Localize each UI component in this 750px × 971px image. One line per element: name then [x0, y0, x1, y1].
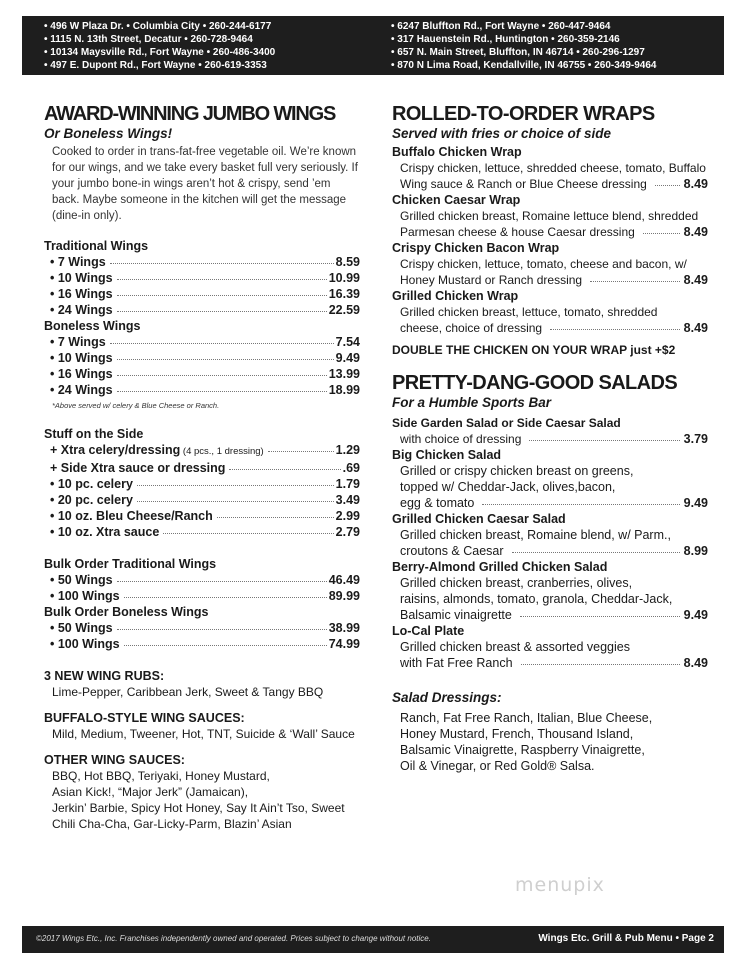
rubs-heading: 3 NEW WING RUBS:	[44, 669, 165, 683]
item-description: Grilled or crispy chicken breast on greens,	[400, 464, 634, 478]
item-name: Grilled Chicken Caesar Salad	[392, 512, 566, 526]
menu-item	[44, 476, 360, 492]
item-description: Crispy chicken, lettuce, shredded cheese, tomato, Buffalo	[400, 161, 706, 175]
wings-title: AWARD-WINNING JUMBO WINGS	[44, 103, 336, 125]
menupix-watermark: menupix	[515, 874, 605, 896]
item-price: 16.39	[328, 287, 360, 301]
item-price: 10.99	[328, 271, 360, 285]
menu-item	[44, 350, 360, 366]
item-name: • 7 Wings	[50, 255, 106, 269]
item-price: 9.49	[683, 496, 708, 510]
location-line: • 870 N Lima Road, Kendallville, IN 46755 • 260-349-9464	[391, 60, 657, 71]
item-description: topped w/ Cheddar-Jack, olives,bacon,	[400, 480, 616, 494]
item-price-line: egg & tomato 9.49	[400, 496, 708, 510]
item-price-line: cheese, choice of dressing 8.49	[400, 321, 708, 335]
item-description: Grilled chicken breast, lettuce, tomato, shredded	[400, 305, 658, 319]
item-name: • 10 oz. Bleu Cheese/Ranch	[50, 509, 213, 523]
item-name: Berry-Almond Grilled Chicken Salad	[392, 560, 608, 574]
location-line: • 657 N. Main Street, Bluffton, IN 46714 • 260-296-1297	[391, 47, 645, 58]
item-description: Grilled chicken breast, Romaine lettuce blend, shredded	[400, 209, 699, 223]
bulk-traditional-heading: Bulk Order Traditional Wings	[44, 557, 217, 571]
bulk-boneless-list	[44, 620, 360, 652]
salad-item	[392, 447, 708, 511]
wraps-title: ROLLED-TO-ORDER WRAPS	[392, 103, 655, 125]
item-name: • 24 Wings	[50, 383, 113, 397]
salad-item	[392, 511, 708, 559]
item-price: .69	[342, 461, 360, 475]
item-price: 46.49	[328, 573, 360, 587]
location-line: • 497 E. Dupont Rd., Fort Wayne • 260-619-3353	[44, 60, 267, 71]
right-column	[392, 103, 708, 774]
wrap-item	[392, 240, 708, 288]
item-name: • 7 Wings	[50, 335, 106, 349]
location-line: • 10134 Maysville Rd., Fort Wayne • 260-486-3400	[44, 47, 276, 58]
item-name: • 16 Wings	[50, 287, 113, 301]
item-price-line: Parmesan cheese & house Caesar dressing 8.49	[400, 225, 708, 239]
item-price: 38.99	[328, 621, 360, 635]
salad-dressings-text: Ranch, Fat Free Ranch, Italian, Blue Cheese, Honey Mustard, French, Thousand Island, Balsamic Vinaigrette, Raspberry Vinaigrette, Oil & Vinegar, or Red Gold® Salsa.	[400, 711, 653, 773]
item-description: Crispy chicken, lettuce, tomato, cheese and bacon, w/	[400, 257, 687, 271]
item-price: 8.59	[335, 255, 360, 269]
item-price-line: with Fat Free Ranch 8.49	[400, 656, 708, 670]
item-price: 3.79	[683, 432, 708, 446]
item-price-line: Honey Mustard or Ranch dressing 8.49	[400, 273, 708, 287]
buffalo-sauces-text: Mild, Medium, Tweener, Hot, TNT, Suicide & ‘Wall’ Sauce	[52, 727, 355, 741]
salads-title: PRETTY-DANG-GOOD SALADS	[392, 372, 678, 394]
salad-item	[392, 415, 708, 447]
footer-bar	[22, 926, 724, 953]
item-price: 13.99	[328, 367, 360, 381]
item-description: Grilled chicken breast & assorted veggies	[400, 640, 630, 654]
salads-subtitle: For a Humble Sports Bar	[392, 395, 552, 410]
item-name: • 16 Wings	[50, 367, 113, 381]
locations-right	[391, 20, 656, 72]
menu-item	[44, 366, 360, 382]
menu-item	[44, 270, 360, 286]
menu-item	[44, 508, 360, 524]
location-line: • 6247 Bluffton Rd., Fort Wayne • 260-447-9464	[391, 21, 611, 32]
traditional-wings-list	[44, 254, 360, 318]
item-name: Side Garden Salad or Side Caesar Salad	[392, 416, 621, 430]
wrap-item	[392, 288, 708, 336]
item-description: Grilled chicken breast, Romaine blend, w/ Parm.,	[400, 528, 671, 542]
salad-item	[392, 623, 708, 671]
item-price: 8.49	[683, 273, 708, 287]
item-name: • 100 Wings	[50, 637, 120, 651]
item-name: + Xtra celery/dressing (4 pcs., 1 dressing)	[50, 443, 264, 457]
item-price: 8.49	[683, 177, 708, 191]
wings-description: Cooked to order in trans-fat-free vegetable oil. We’re known for our wings, and we take every basket full very seriously. If your jumbo bone-in wings aren’t hot & crispy, send ’em back. Maybe someone in the kitchen will get the message (dine-in only).	[52, 146, 358, 222]
wraps-list	[392, 144, 708, 336]
buffalo-sauces-heading: BUFFALO-STYLE WING SAUCES:	[44, 711, 245, 725]
item-price: 2.79	[335, 525, 360, 539]
item-price: 22.59	[328, 303, 360, 317]
item-name: • 50 Wings	[50, 621, 113, 635]
menu-item	[44, 334, 360, 350]
item-price: 89.99	[328, 589, 360, 603]
item-price: 74.99	[328, 637, 360, 651]
item-price-line: Wing sauce & Ranch or Blue Cheese dressing 8.49	[400, 177, 708, 191]
item-name: • 100 Wings	[50, 589, 120, 603]
menu-item	[44, 636, 360, 652]
item-name: Chicken Caesar Wrap	[392, 193, 521, 207]
wrap-item	[392, 192, 708, 240]
left-column	[44, 103, 360, 832]
item-price: 3.49	[335, 493, 360, 507]
item-price-line: Balsamic vinaigrette 9.49	[400, 608, 708, 622]
item-price: 7.54	[335, 335, 360, 349]
salad-item	[392, 559, 708, 623]
item-name: • 50 Wings	[50, 573, 113, 587]
bulk-traditional-list	[44, 572, 360, 604]
item-name: Crispy Chicken Bacon Wrap	[392, 241, 560, 255]
item-name: • 10 Wings	[50, 271, 113, 285]
menu-item	[44, 588, 360, 604]
item-price: 8.49	[683, 321, 708, 335]
item-name: Lo-Cal Plate	[392, 624, 465, 638]
item-name: Buffalo Chicken Wrap	[392, 145, 522, 159]
menu-item	[44, 620, 360, 636]
sides-heading: Stuff on the Side	[44, 427, 144, 441]
item-description: Grilled chicken breast, cranberries, olives,	[400, 576, 633, 590]
traditional-wings-heading: Traditional Wings	[44, 239, 149, 253]
menu-item	[44, 524, 360, 540]
salad-dressings-heading: Salad Dressings:	[392, 690, 502, 705]
item-name: + Side Xtra sauce or dressing	[50, 461, 226, 475]
wrap-item	[392, 144, 708, 192]
item-price: 9.49	[335, 351, 360, 365]
item-price: 1.29	[335, 443, 360, 457]
menu-item	[44, 286, 360, 302]
menu-item	[44, 442, 360, 460]
item-name: • 10 pc. celery	[50, 477, 133, 491]
item-price: 8.49	[683, 225, 708, 239]
menu-item	[44, 302, 360, 318]
location-line: • 317 Hauenstein Rd., Huntington • 260-359-2146	[391, 34, 620, 45]
rubs-text: Lime-Pepper, Caribbean Jerk, Sweet & Tangy BBQ	[52, 685, 324, 699]
item-name: • 20 pc. celery	[50, 493, 133, 507]
item-price: 2.99	[335, 509, 360, 523]
menu-item	[44, 460, 360, 476]
double-chicken-note: DOUBLE THE CHICKEN ON YOUR WRAP just +$2	[392, 343, 676, 357]
location-line: • 496 W Plaza Dr. • Columbia City • 260-244-6177	[44, 21, 272, 32]
item-price-line: croutons & Caesar 8.99	[400, 544, 708, 558]
menu-item	[44, 492, 360, 508]
item-price: 9.49	[683, 608, 708, 622]
item-name: • 10 Wings	[50, 351, 113, 365]
item-price: 8.99	[683, 544, 708, 558]
item-price-line: with choice of dressing 3.79	[400, 432, 708, 446]
item-description: raisins, almonds, tomato, granola, Cheddar-Jack,	[400, 592, 673, 606]
item-name: • 24 Wings	[50, 303, 113, 317]
footer-legal: ©2017 Wings Etc., Inc. Franchises independently owned and operated. Prices subject to change without notice.	[36, 934, 431, 943]
item-name: • 10 oz. Xtra sauce	[50, 525, 160, 539]
locations-left	[44, 20, 275, 72]
bulk-boneless-heading: Bulk Order Boneless Wings	[44, 605, 209, 619]
item-price: 8.49	[683, 656, 708, 670]
location-line: • 1115 N. 13th Street, Decatur • 260-728-9464	[44, 34, 253, 45]
locations-bar	[22, 16, 724, 75]
salads-list	[392, 415, 708, 671]
menu-item	[44, 572, 360, 588]
menu-item	[44, 382, 360, 398]
wraps-subtitle: Served with fries or choice of side	[392, 126, 612, 141]
item-price: 18.99	[328, 383, 360, 397]
other-sauces-heading: OTHER WING SAUCES:	[44, 753, 185, 767]
sides-list	[44, 442, 360, 540]
item-name: Big Chicken Salad	[392, 448, 502, 462]
boneless-wings-list	[44, 334, 360, 398]
footer-page-label: Wings Etc. Grill & Pub Menu • Page 2	[538, 933, 714, 944]
other-sauces-text: BBQ, Hot BBQ, Teriyaki, Honey Mustard, Asian Kick!, “Major Jerk” (Jamaican), Jerkin’ Barbie, Spicy Hot Honey, Say It Ain’t Tso, Sweet Chili Cha-Cha, Gar-Licky-Parm, Blazin’ Asian	[52, 769, 345, 831]
wings-note: *Above served w/ celery & Blue Cheese or Ranch.	[52, 401, 220, 410]
wings-subtitle: Or Boneless Wings!	[44, 126, 173, 141]
item-price: 1.79	[335, 477, 360, 491]
boneless-wings-heading: Boneless Wings	[44, 319, 141, 333]
item-name: Grilled Chicken Wrap	[392, 289, 519, 303]
menu-item	[44, 254, 360, 270]
